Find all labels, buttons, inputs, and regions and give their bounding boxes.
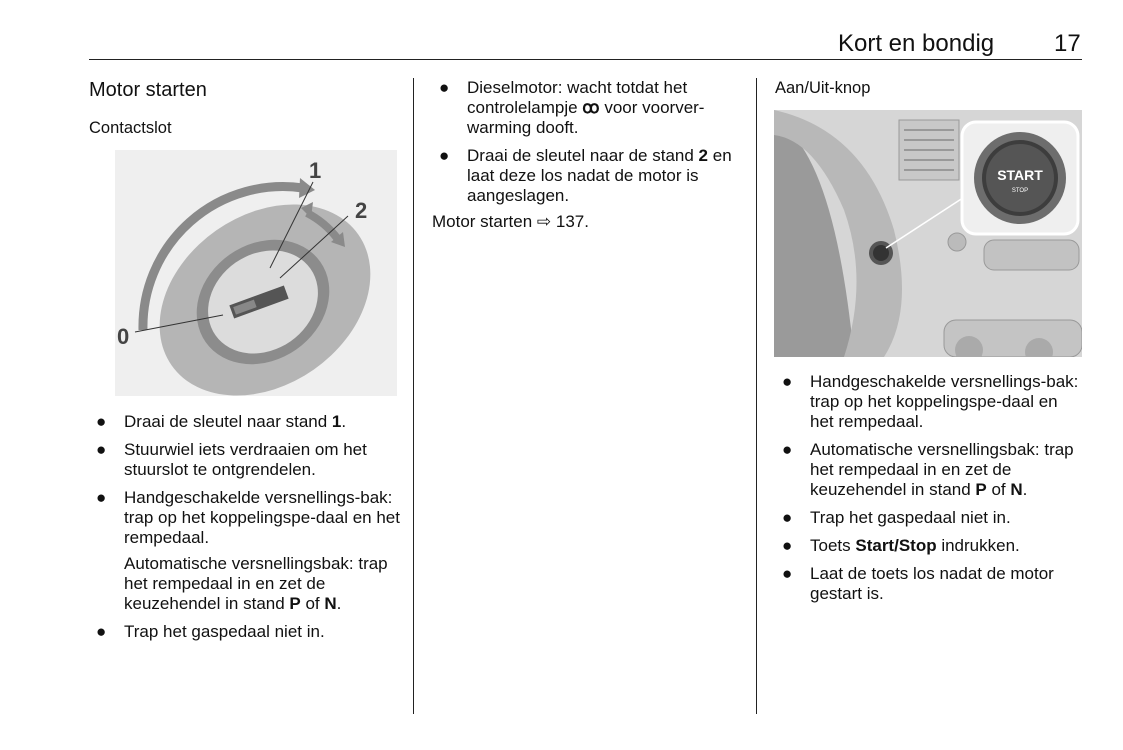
bullet-icon: ● [782, 508, 793, 527]
bullet-icon: ● [96, 622, 107, 641]
list-item: ● Stuurwiel iets verdraaien om het stuurslot te ontgrendelen. [96, 440, 367, 479]
emphasis: P [289, 594, 301, 613]
bullet-icon: ● [782, 536, 793, 555]
emphasis: P [975, 480, 987, 499]
start-label: START [997, 167, 1043, 183]
subheading-contactslot: Contactslot [89, 119, 172, 137]
header-rule [89, 59, 1082, 60]
list-item: ● Trap het gaspedaal niet in. [96, 622, 325, 641]
continuation-paragraph: Automatische versnellingsbak: trap het rempedaal in en zet de keuzehendel in stand P of N. [124, 554, 388, 613]
glow-plug-icon: ꝏ [582, 98, 600, 117]
section-title: Kort en bondig [838, 30, 995, 57]
ref-arrow-icon: ⇨ [536, 212, 552, 231]
instruction-list-1b [89, 622, 407, 642]
bullet-icon: ● [96, 488, 107, 507]
stop-label: STOP [1011, 188, 1029, 194]
list-item: ● Toets Start/Stop indrukken. [782, 536, 1020, 555]
ignition-lock-illustration [115, 150, 397, 396]
heading-aan-uit-knop: Aan/Uit-knop [775, 79, 871, 97]
column-2-body [432, 78, 750, 232]
emphasis: 1 [331, 412, 342, 431]
list-item: ● Trap het gaspedaal niet in. [782, 508, 1011, 527]
instruction-list-1 [89, 412, 407, 548]
bullet-icon: ● [782, 440, 793, 459]
list-item: ● Draai de sleutel naar stand 1. [96, 412, 347, 431]
column-divider-1 [413, 78, 414, 714]
emphasis: 2 [698, 146, 709, 165]
column-3-body [775, 372, 1085, 612]
list-item: ● Laat de toets los nadat de motor gestart is. [782, 564, 1054, 603]
list-item: ● Handgeschakelde versnellings-bak: trap op het koppelingspe-daal en het rempedaal. [96, 488, 400, 547]
label-position-0: 0 [117, 324, 130, 349]
column-1-body [89, 412, 407, 650]
emphasis: N [1010, 480, 1023, 499]
ref-page: 137. [555, 212, 589, 231]
list-item: ● Automatische versnellingsbak: trap het rempedaal in en zet de keuzehendel in stand P of N. [782, 440, 1074, 499]
list-item: ● Handgeschakelde versnellings-bak: trap op het koppelingspe-daal en het rempedaal. [782, 372, 1079, 431]
label-position-2: 2 [355, 198, 368, 223]
label-position-1: 1 [309, 158, 322, 183]
list-item: ● Draai de sleutel naar de stand 2 en laat deze los nadat de motor is aangeslagen. [439, 146, 732, 205]
column-divider-2 [756, 78, 757, 714]
bullet-icon: ● [439, 78, 450, 97]
page-number: 17 [1054, 30, 1081, 57]
instruction-list-3 [775, 372, 1085, 604]
bullet-icon: ● [96, 412, 107, 431]
instruction-list-2 [432, 78, 750, 206]
bullet-icon: ● [782, 372, 793, 391]
ref-text: Motor starten [432, 212, 533, 231]
emphasis: Start/Stop [855, 536, 937, 555]
bullet-icon: ● [782, 564, 793, 583]
list-item: ● Dieselmotor: wacht totdat het controlelampje ꝏ voor voorver-warming dooft. [439, 78, 705, 137]
bullet-icon: ● [439, 146, 450, 165]
cross-reference[interactable] [432, 212, 750, 232]
start-stop-button-illustration [774, 110, 1082, 357]
emphasis: N [324, 594, 337, 613]
heading-motor-starten: Motor starten [89, 79, 207, 101]
bullet-icon: ● [96, 440, 107, 459]
